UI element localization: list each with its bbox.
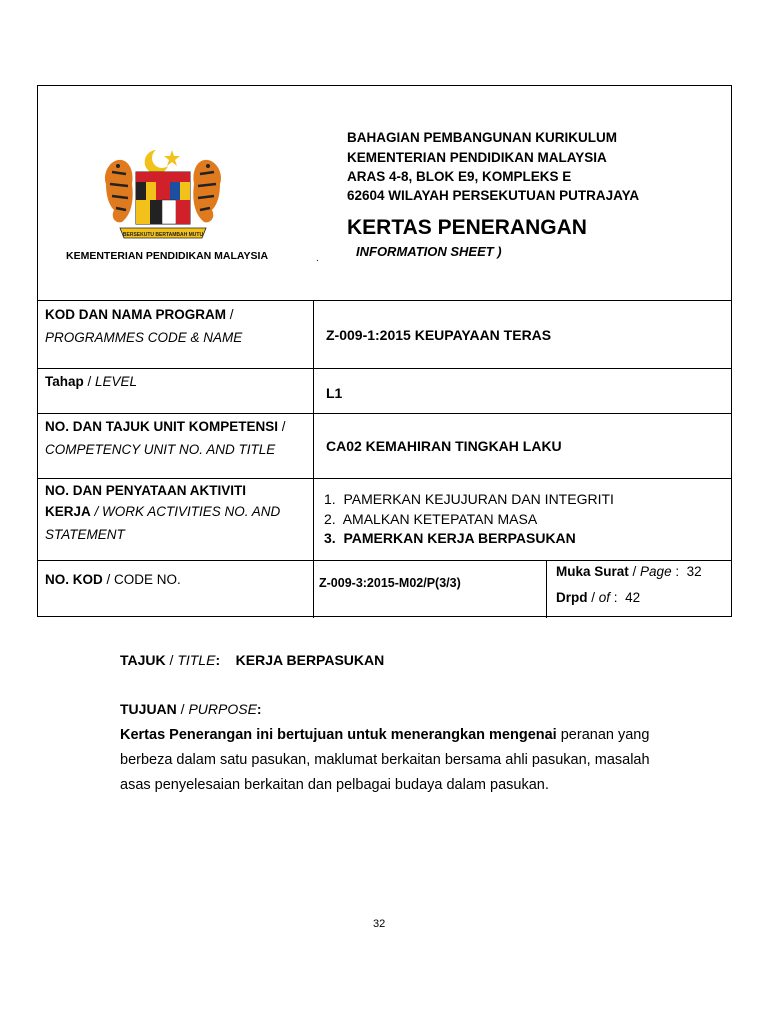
document-title: KERTAS PENERANGAN <box>347 216 587 239</box>
program-label: KOD DAN NAMA PROGRAM / <box>45 307 234 322</box>
code-value: Z-009-3:2015-M02/P(3/3) <box>319 576 461 590</box>
unit-label-english: COMPETENCY UNIT NO. AND TITLE <box>45 442 276 457</box>
code-label: NO. KOD / CODE NO. <box>45 572 181 587</box>
unit-value: CA02 KEMAHIRAN TINGKAH LAKU <box>326 438 562 454</box>
activity-item-3: 3. PAMERKAN KERJA BERPASUKAN <box>324 530 576 546</box>
column-divider <box>546 560 547 618</box>
title-line: TAJUK / TITLE: KERJA BERPASUKAN <box>120 652 385 668</box>
malaysia-coat-of-arms-logo <box>98 144 228 244</box>
purpose-line-1: Kertas Penerangan ini bertujuan untuk menerangkan mengenai peranan yang <box>120 727 650 743</box>
activity-item-1: 1. PAMERKAN KEJUJURAN DAN INTEGRITI <box>324 491 614 507</box>
program-value: Z-009-1:2015 KEUPAYAAN TERAS <box>326 327 552 343</box>
activity-label-english: STATEMENT <box>45 527 125 542</box>
info-sheet-table <box>37 85 732 617</box>
divider <box>38 560 731 561</box>
level-value: L1 <box>326 385 343 401</box>
activity-label: NO. DAN PENYATAAN AKTIVITI <box>45 483 247 498</box>
page-number-field: Muka Surat / Page : 32 <box>556 564 702 579</box>
divider <box>38 300 731 301</box>
divider <box>38 413 731 414</box>
org-line-2: KEMENTERIAN PENDIDIKAN MALAYSIA <box>347 150 607 165</box>
purpose-line-2: berbeza dalam satu pasukan, maklumat berkaitan bersama ahli pasukan, masalah <box>120 752 650 768</box>
divider <box>38 478 731 479</box>
org-line-1: BAHAGIAN PEMBANGUNAN KURIKULUM <box>347 130 617 145</box>
unit-label: NO. DAN TAJUK UNIT KOMPETENSI / <box>45 419 286 434</box>
activity-item-2: 2. AMALKAN KETEPATAN MASA <box>324 511 538 527</box>
org-line-3: ARAS 4-8, BLOK E9, KOMPLEKS E <box>347 169 572 184</box>
program-label-english: PROGRAMMES CODE & NAME <box>45 330 243 345</box>
page-number: 32 <box>373 918 386 930</box>
activity-label-line2: KERJA / WORK ACTIVITIES NO. AND <box>45 504 281 519</box>
separator-dot: . <box>316 253 319 264</box>
column-divider <box>313 300 314 618</box>
purpose-heading: TUJUAN / PURPOSE: <box>120 701 262 717</box>
purpose-line-3: asas penyelesaian berkaitan dan pelbagai budaya dalam pasukan. <box>120 777 549 793</box>
org-line-4: 62604 WILAYAH PERSEKUTUAN PUTRAJAYA <box>347 188 640 203</box>
ministry-label: KEMENTERIAN PENDIDIKAN MALAYSIA <box>66 250 269 262</box>
crest-motto-text: BERSEKUTU BERTAMBAH MUTU <box>122 232 204 238</box>
divider <box>38 368 731 369</box>
level-label: Tahap / LEVEL <box>45 374 138 389</box>
document-subtitle: INFORMATION SHEET ) <box>356 244 502 259</box>
total-pages-field: Drpd / of : 42 <box>556 590 641 605</box>
